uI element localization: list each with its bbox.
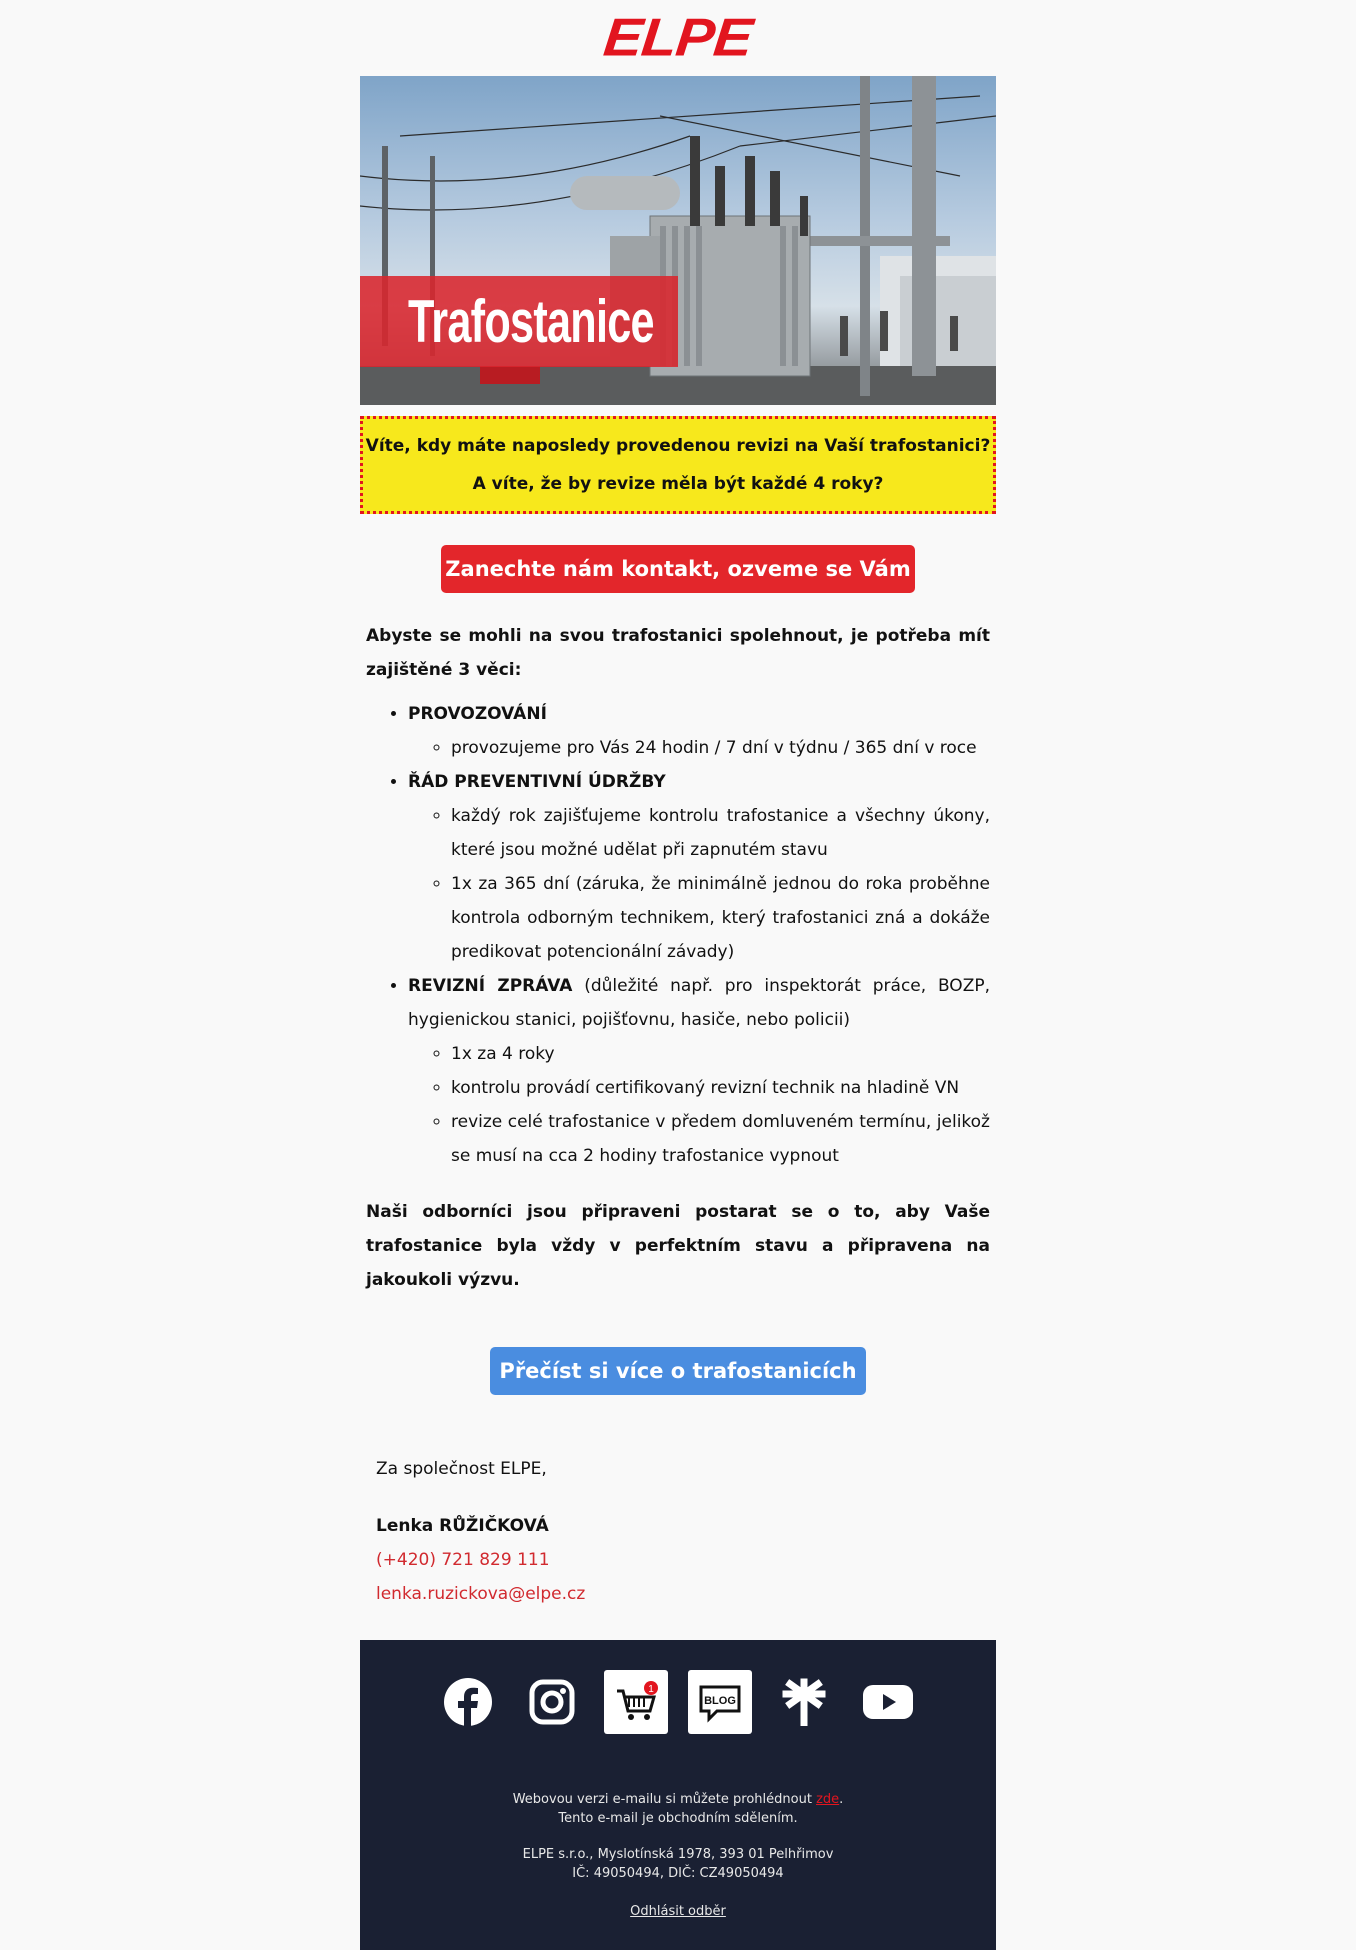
company-address: ELPE s.r.o., Myslotínská 1978, 393 01 Pelhřimov xyxy=(522,1847,834,1862)
list-subitem: ◦ revize celé trafostanice v předem domluveném termínu, jelikož se musí na cca 2 hodiny trafostanice vypnout xyxy=(451,1105,990,1173)
signature-greeting: Za společnost ELPE, xyxy=(376,1459,547,1479)
list-item: • PROVOZOVÁNÍ ◦ provozujeme pro Vás 24 hodin / 7 dní v týdnu / 365 dní v roce xyxy=(408,697,990,765)
contact-button[interactable]: Zanechte nám kontakt, ozveme se Vám xyxy=(441,545,915,593)
linktree-icon[interactable] xyxy=(772,1670,836,1734)
svg-text:BLOG: BLOG xyxy=(704,1695,736,1707)
notice-line-2: A víte, že by revize měla být každé 4 roky? xyxy=(472,474,884,494)
elpe-logo[interactable]: ELPE xyxy=(601,7,755,68)
outro-paragraph: Naši odborníci jsou připraveni postarat se o to, aby Vaše trafostanice byla vždy v perfektním stavu a připravena na jakoukoli výzvu. xyxy=(366,1202,990,1290)
footer xyxy=(360,1640,996,1950)
hero-banner[interactable] xyxy=(360,76,996,405)
web-version-text: Webovou verzi e-mailu si můžete prohlédnout zde. xyxy=(512,1792,844,1807)
social-icons xyxy=(360,1670,996,1734)
main-content xyxy=(360,619,996,1297)
company-ids: IČ: 49050494, DIČ: CZ49050494 xyxy=(572,1866,784,1881)
web-version-link[interactable]: zde xyxy=(816,1792,840,1807)
requirements-list xyxy=(366,697,990,1173)
list-subitem: ◦ každý rok zajišťujeme kontrolu trafostanice a všechny úkony, které jsou možné udělat při zapnutém stavu xyxy=(451,799,990,867)
email-container xyxy=(360,0,996,1950)
signature xyxy=(360,1452,996,1611)
svg-text:1: 1 xyxy=(648,1684,654,1695)
youtube-icon[interactable] xyxy=(856,1670,920,1734)
blog-icon[interactable] xyxy=(688,1670,752,1734)
list-item: • ŘÁD PREVENTIVNÍ ÚDRŽBY ◦ každý rok zajišťujeme kontrolu trafostanice a všechny úkony, které jsou možné udělat při zapnutém stavu ◦ 1x za 365 dní (záruka, že minimálně jednou do roka proběhne kontrola odborným technikem, který trafostanici zná a dokáže predikovat potencionální závady) xyxy=(408,765,990,969)
read-more-button[interactable]: Přečíst si více o trafostanicích xyxy=(490,1347,866,1395)
instagram-icon[interactable] xyxy=(520,1670,584,1734)
email-link[interactable]: lenka.ruzickova@elpe.cz xyxy=(376,1584,586,1604)
hero-title: Trafostanice xyxy=(408,288,654,355)
shop-cart-icon[interactable] xyxy=(604,1670,668,1734)
phone-link[interactable]: (+420) 721 829 111 xyxy=(376,1550,550,1570)
notice-line-1: Víte, kdy máte naposledy provedenou revizi na Vaší trafostanici? xyxy=(365,436,991,456)
notice-box xyxy=(360,416,996,514)
facebook-icon[interactable] xyxy=(436,1670,500,1734)
commercial-notice: Tento e-mail je obchodním sdělením. xyxy=(558,1811,798,1826)
signature-name: Lenka RŮŽIČKOVÁ xyxy=(376,1516,549,1536)
hero-title-band xyxy=(360,276,678,367)
list-subitem: ◦ provozujeme pro Vás 24 hodin / 7 dní v týdnu / 365 dní v roce xyxy=(451,731,990,765)
unsubscribe-link[interactable]: Odhlásit odběr xyxy=(630,1904,726,1919)
list-subitem: ◦ 1x za 365 dní (záruka, že minimálně jednou do roka proběhne kontrola odborným technikem, který trafostanici zná a dokáže predikovat potencionální závady) xyxy=(451,867,990,969)
list-subitem: ◦ kontrolu provádí certifikovaný revizní technik na hladině VN xyxy=(451,1071,990,1105)
intro-paragraph: Abyste se mohli na svou trafostanici spolehnout, je potřeba mít zajištěné 3 věci: xyxy=(366,626,990,680)
list-subitem: ◦ 1x za 4 roky xyxy=(451,1037,990,1071)
list-item: • REVIZNÍ ZPRÁVA (důležité např. pro inspektorát práce, BOZP, hygienickou stanici, pojišťovnu, hasiče, nebo policii) ◦ 1x za 4 roky ◦ kontrolu provádí certifikovaný revizní technik na hladině VN ◦ revize celé trafostanice v předem domluveném termínu, jelikož se musí na cca 2 hodiny trafostanice vypnout xyxy=(408,969,990,1173)
